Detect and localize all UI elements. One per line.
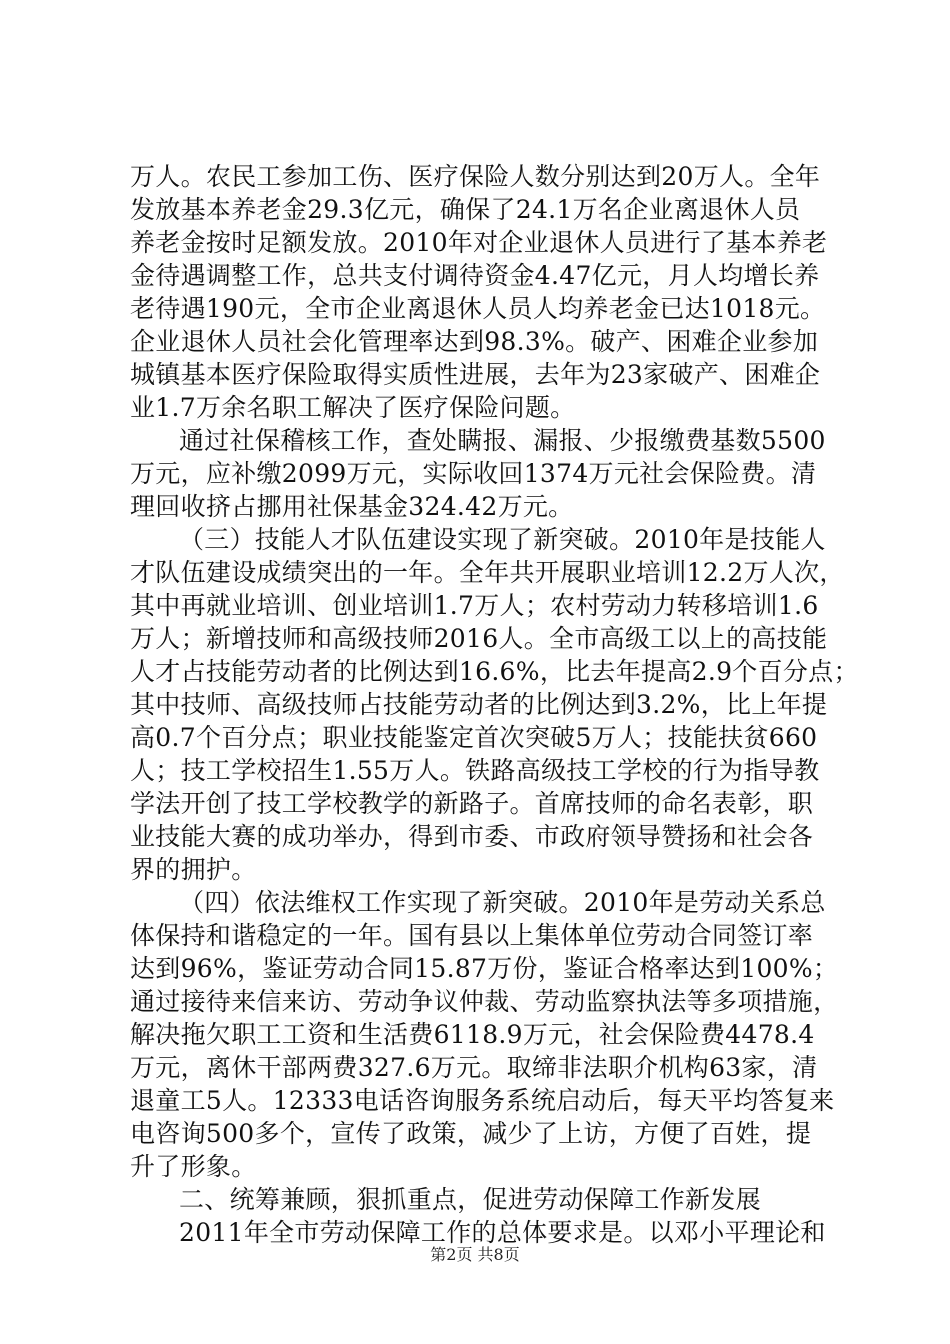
- text-line: 人；技工学校招生1.55万人。铁路高级技工学校的行为指导教: [130, 756, 820, 785]
- text-line: 企业退休人员社会化管理率达到98.3%。破产、困难企业参加: [130, 327, 819, 356]
- text-line: 高0.7个百分点；职业技能鉴定首次突破5万人；技能扶贫660: [130, 723, 818, 752]
- text-line: 退童工5人。12333电话咨询服务系统启动后，每天平均答复来: [130, 1086, 835, 1115]
- text-line: 升了形象。: [130, 1152, 257, 1181]
- text-line: 通过接待来信来访、劳动争议仲裁、劳动监察执法等多项措施，: [130, 987, 839, 1016]
- text-line: 业技能大赛的成功举办，得到市委、市政府领导赞扬和社会各: [130, 822, 814, 851]
- text-line: 解决拖欠职工工资和生活费6118.9万元，社会保险费4478.4: [130, 1020, 815, 1049]
- text-line: 电咨询500多个，宣传了政策，减少了上访，方便了百姓，提: [130, 1119, 812, 1148]
- text-line: 才队伍建设成绩突出的一年。全年共开展职业培训12.2万人次，: [130, 558, 845, 587]
- text-line: 界的拥护。: [130, 855, 257, 884]
- text-line: 学法开创了技工学校教学的新路子。首席技师的命名表彰，职: [130, 789, 814, 818]
- text-line: 业1.7万余名职工解决了医疗保险问题。: [130, 393, 576, 422]
- section-title-line: 二、统筹兼顾，狠抓重点，促进劳动保障工作新发展: [179, 1185, 761, 1214]
- section-heading-line: （四）依法维权工作实现了新突破。2010年是劳动关系总: [179, 888, 826, 917]
- text-line: 发放基本养老金29.3亿元，确保了24.1万名企业离退休人员: [130, 195, 801, 224]
- document-body: [130, 160, 859, 1249]
- text-line: 体保持和谐稳定的一年。国有县以上集体单位劳动合同签订率: [130, 921, 814, 950]
- page-number-footer: 第2页 共8页: [430, 1245, 520, 1264]
- paragraph-start-line: 2011年全市劳动保障工作的总体要求是。以邓小平理论和: [179, 1218, 826, 1247]
- text-line: 老待遇190元，全市企业离退休人员人均养老金已达1018元。: [130, 294, 826, 323]
- section-heading-line: （三）技能人才队伍建设实现了新突破。2010年是技能人: [179, 525, 826, 554]
- text-line: 其中技师、高级技师占技能劳动者的比例达到3.2%，比上年提: [130, 690, 828, 719]
- text-line: 金待遇调整工作，总共支付调待资金4.47亿元，月人均增长养: [130, 261, 820, 290]
- text-line: 万人。农民工参加工伤、医疗保险人数分别达到20万人。全年: [130, 162, 821, 191]
- paragraph-start-line: 通过社保稽核工作，查处瞒报、漏报、少报缴费基数5500: [179, 426, 826, 455]
- text-line: 万元，离休干部两费327.6万元。取缔非法职介机构63家，清: [130, 1053, 818, 1082]
- text-line: 其中再就业培训、创业培训1.7万人；农村劳动力转移培训1.6: [130, 591, 819, 620]
- text-line: 养老金按时足额发放。2010年对企业退休人员进行了基本养老: [130, 228, 828, 257]
- text-line: 万元，应补缴2099万元，实际收回1374万元社会保险费。清: [130, 459, 817, 488]
- text-line: 人才占技能劳动者的比例达到16.6%，比去年提高2.9个百分点；: [130, 657, 859, 686]
- text-line: 理回收挤占挪用社保基金324.42万元。: [130, 492, 574, 521]
- text-line: 万人；新增技师和高级技师2016人。全市高级工以上的高技能: [130, 624, 828, 653]
- text-line: 城镇基本医疗保险取得实质性进展，去年为23家破产、困难企: [130, 360, 821, 389]
- text-line: 达到96%，鉴证劳动合同15.87万份，鉴证合格率达到100%；: [130, 954, 839, 983]
